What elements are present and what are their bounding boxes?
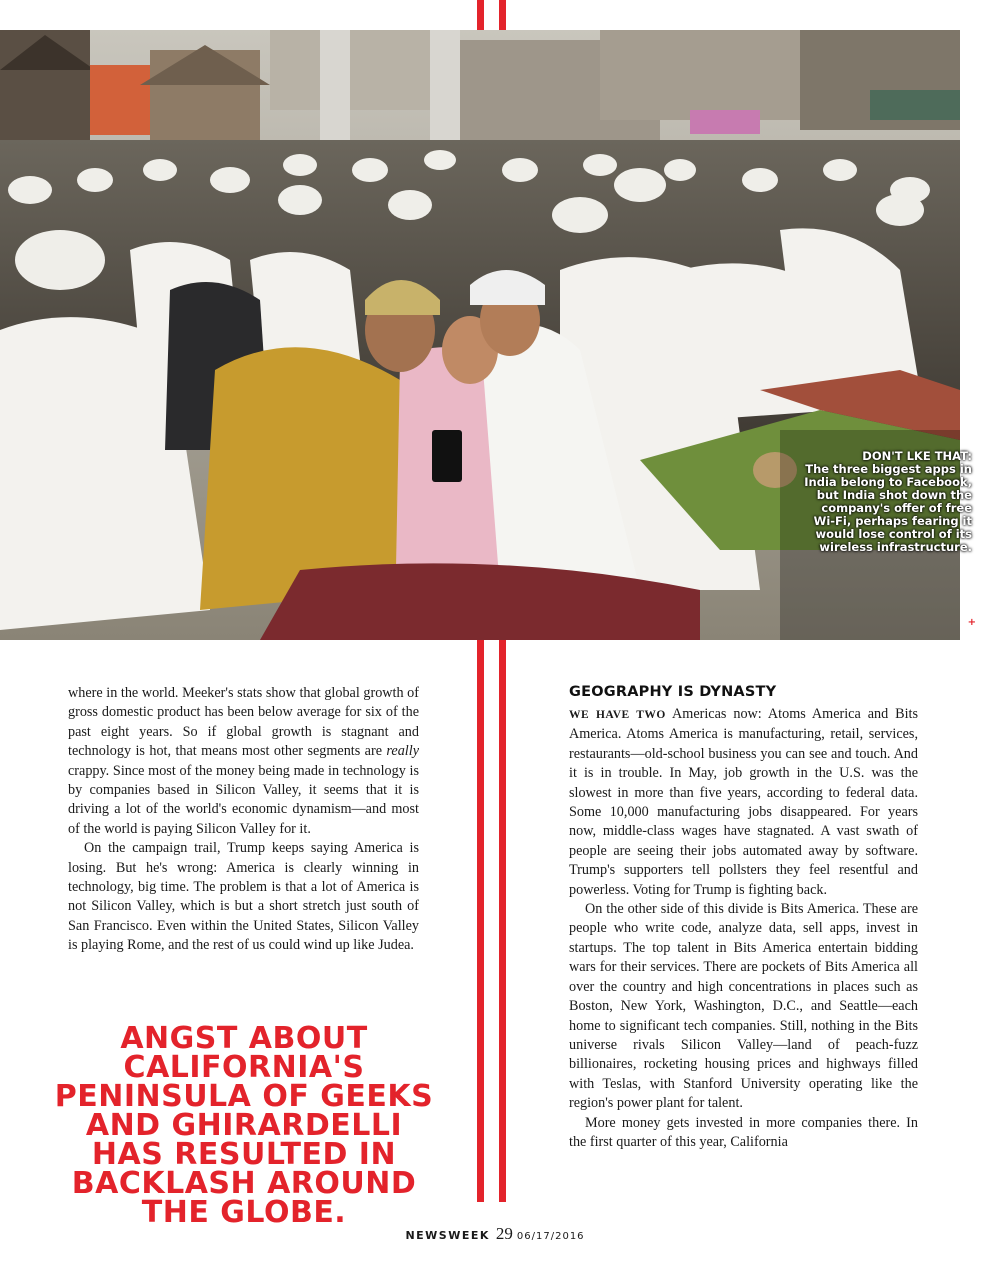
gutter-stripe-left (477, 640, 484, 1202)
left-paragraph-1 (68, 684, 419, 839)
page-number: 29 (495, 1224, 513, 1243)
caption-end-mark: + (967, 617, 976, 628)
caption-body: The three biggest apps in India belong to Facebook, but India shot down the company's offer of free Wi-Fi, perhaps fearing it would lose control of its wireless infrastructure. (804, 462, 972, 554)
issue-date: 06/17/2016 (516, 1231, 585, 1242)
right-paragraph-1 (569, 705, 918, 900)
left-p1-tail: crappy. Since most of the money being made in technology is by companies based in Silicon Valley, it seems that it is driving a lot of the world's economic dynamism—and most of the world is paying Silicon Valley for it. (68, 762, 419, 837)
caption-head: DON'T LKE THAT: (862, 449, 972, 463)
right-p1-text: Americas now: Atoms America and Bits America. Atoms America is manufacturing, retail, services, restaurants—old-school business you can see and touch. And it is in trouble. In May, job growth in the U.S. was the slowest in more than five years, according to federal data. Some 10,000 manufacturing jobs disappeared. For years now, middle-class wages have stagnated. A vast swath of people are seeing their jobs automated away by software. Trump's supporters tell pollsters they feel resentful and powerless. Voting for Trump is fighting back. (569, 706, 918, 898)
right-paragraph-3: More money gets invested in more companies there. In the first quarter of this year, California (569, 1114, 918, 1150)
lead-in-caps: WE HAVE TWO (569, 709, 666, 721)
right-paragraph-2: On the other side of this divide is Bits America. These are people who write code, analyze data, sell apps, invest in startups. The top talent in Bits America entertain bidding wars for their services. There are pockets of Bits America all over the country and high concentrations in places such as Boston, New York, Washington, D.C., and Seattle—each home to significant tech companies. Still, nothing in the Bits universe rivals Silicon Valley—land of peach-fuzz billionaires, rocketing housing prices and highways filled with Teslas, with Stanford University operating like the region's power plant for talent. (569, 901, 918, 1112)
gutter-stripe-right (499, 640, 506, 1202)
pull-quote: ANGST ABOUT CALIFORNIA'S PENINSULA OF GEEKS AND GHIRARDELLI HAS RESULTED IN BACKLASH AROUND THE GLOBE. (54, 1021, 434, 1230)
right-column (569, 705, 918, 1152)
left-column (68, 684, 419, 956)
page-footer (0, 1224, 990, 1244)
top-stripe-right (499, 0, 506, 30)
magazine-name: NEWSWEEK (405, 1229, 490, 1242)
top-stripe-left (477, 0, 484, 30)
left-p1-emphasis: really (386, 743, 419, 760)
left-paragraph-2: On the campaign trail, Trump keeps saying America is losing. But he's wrong: America is clearly winning in technology, big time. The problem is that a lot of America is not Silicon Valley, which is but a short stretch just south of San Francisco. Even within the United States, Silicon Valley is playing Rome, and the rest of us could wind up like Judea. (68, 840, 419, 954)
left-p1-text: where in the world. Meeker's stats show that global growth of gross domestic product has been below average for six of the past eight years. So if global growth is stagnant and technology is hot, that means most other segments are (68, 685, 419, 760)
section-subhead: GEOGRAPHY IS DYNASTY (569, 684, 777, 700)
photo-caption (802, 450, 972, 554)
